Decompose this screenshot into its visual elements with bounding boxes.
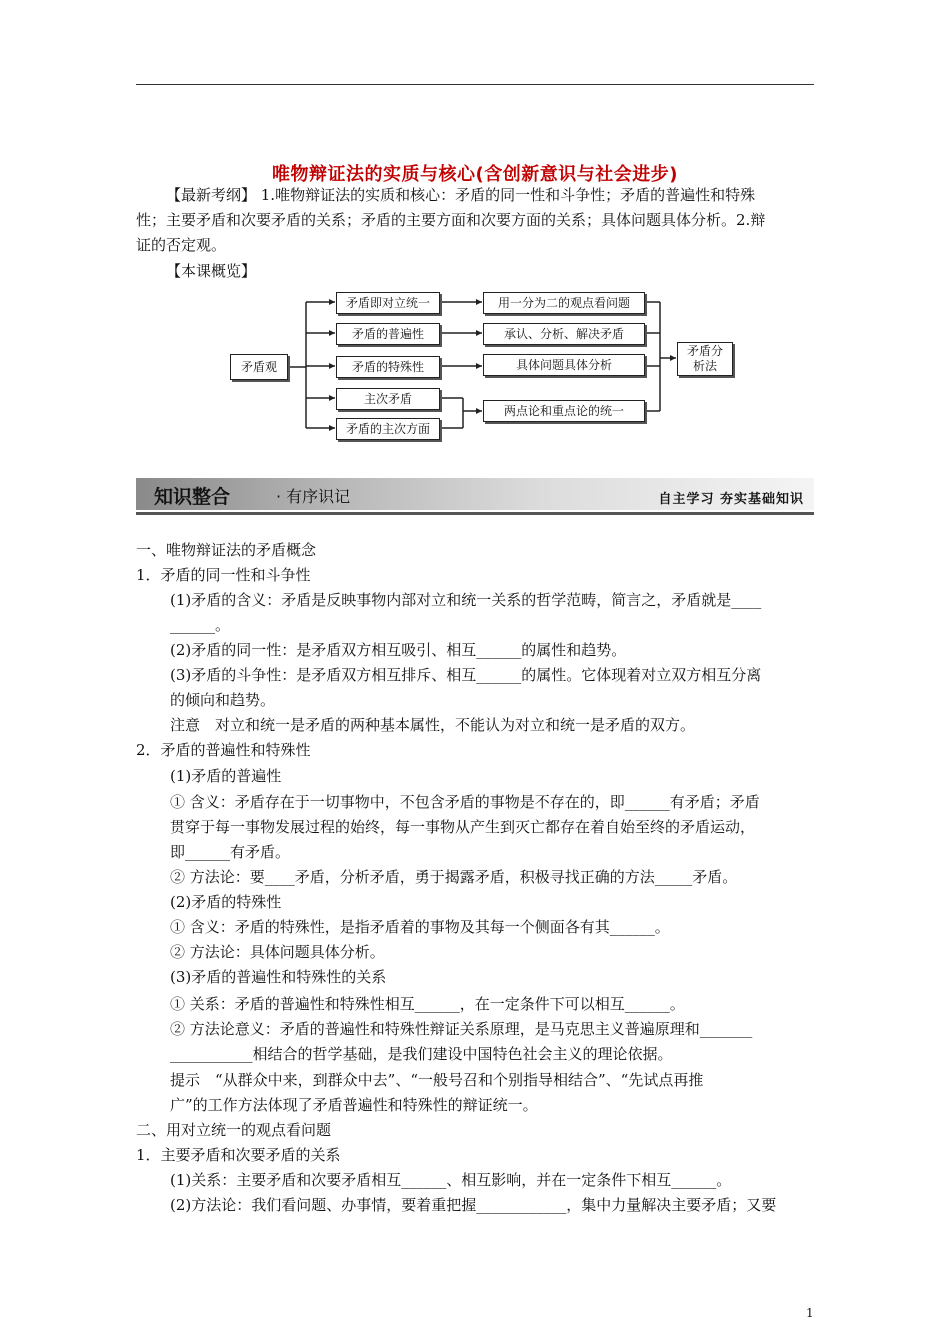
- overview-heading: 【本课概览】: [166, 262, 257, 280]
- diagram-node-root: 矛盾观: [230, 354, 288, 380]
- banner-subtitle: · 有序识记: [276, 487, 351, 506]
- banner-right-text: 自主学习 夯实基础知识: [658, 492, 804, 507]
- diagram-node-mid-4: 两点论和重点论的统一: [483, 400, 645, 422]
- header-rule: [136, 84, 814, 85]
- body-line: ① 含义：矛盾存在于一切事物中，不包含矛盾的事物是不存在的，即______有矛盾；矛盾: [170, 793, 760, 811]
- subheading: 1．主要矛盾和次要矛盾的关系: [136, 1146, 341, 1164]
- section-heading-1: 一、唯物辩证法的矛盾概念: [136, 541, 317, 559]
- body-line: (3)矛盾的斗争性：是矛盾双方相互排斥、相互______的属性。它体现着对立双方相互分离: [170, 666, 762, 684]
- tip-line: 广”的工作方法体现了矛盾普遍性和特殊性的辩证统一。: [170, 1096, 538, 1114]
- body-line: 贯穿于每一事物发展过程的始终，每一事物从产生到灭亡都存在着自始至终的矛盾运动，: [170, 818, 756, 836]
- banner-underline: [136, 512, 814, 515]
- body-line: (2)矛盾的同一性：是矛盾双方相互吸引、相互______的属性和趋势。: [170, 641, 627, 659]
- subheading: 2．矛盾的普遍性和特殊性: [136, 741, 311, 759]
- body-line: (2)矛盾的特殊性: [170, 893, 282, 911]
- banner-title: 知识整合: [154, 486, 231, 508]
- exam-outline-line-1: 【最新考纲】 1.唯物辩证法的实质和核心：矛盾的同一性和斗争性；矛盾的普遍性和特殊: [166, 186, 756, 204]
- document-title: 唯物辩证法的实质与核心(含创新意识与社会进步): [272, 164, 678, 185]
- body-line: ② 方法论意义：矛盾的普遍性和特殊性辩证关系原理，是马克思主义普遍原理和_______: [170, 1020, 753, 1038]
- diagram-node-left-1: 矛盾即对立统一: [336, 292, 440, 314]
- diagram-node-right: 矛盾分析法: [677, 342, 733, 376]
- body-line: (3)矛盾的普遍性和特殊性的关系: [170, 968, 387, 986]
- diagram-node-mid-1: 用一分为二的观点看问题: [483, 292, 645, 314]
- body-line: ② 方法论：具体问题具体分析。: [170, 943, 385, 961]
- section-banner: [136, 478, 814, 516]
- body-line: (1)矛盾的含义：矛盾是反映事物内部对立和统一关系的哲学范畴，简言之，矛盾就是____: [170, 591, 762, 609]
- tip-line: 提示 “从群众中来，到群众中去”、“一般号召和个别指导相结合”、“先试点再推: [170, 1071, 704, 1089]
- body-line: ① 关系：矛盾的普遍性和特殊性相互______，在一定条件下可以相互______。: [170, 995, 685, 1013]
- body-line: (2)方法论：我们看问题、办事情，要着重把握____________，集中力量解决主要矛盾；又要: [170, 1196, 777, 1214]
- body-line: ② 方法论：要____矛盾，分析矛盾，勇于揭露矛盾，积极寻找正确的方法_____矛盾。: [170, 868, 738, 886]
- diagram-node-left-5: 矛盾的主次方面: [336, 418, 440, 440]
- diagram-node-left-3: 矛盾的特殊性: [336, 356, 440, 378]
- note-line: 注意 对立和统一是矛盾的两种基本属性，不能认为对立和统一是矛盾的双方。: [170, 716, 696, 734]
- body-line: 的倾向和趋势。: [170, 691, 276, 709]
- diagram-node-left-2: 矛盾的普遍性: [336, 323, 440, 345]
- exam-outline-line-2: 性；主要矛盾和次要矛盾的关系；矛盾的主要方面和次要方面的关系；具体问题具体分析。2.辩: [136, 211, 766, 229]
- section-heading-2: 二、用对立统一的观点看问题: [136, 1121, 332, 1139]
- subheading: 1．矛盾的同一性和斗争性: [136, 566, 311, 584]
- body-line: ① 含义：矛盾的特殊性，是指矛盾着的事物及其每一个侧面各有其______。: [170, 918, 670, 936]
- diagram-node-left-4: 主次矛盾: [336, 388, 440, 410]
- body-line: ______。: [170, 616, 231, 634]
- diagram-node-mid-2: 承认、分析、解决矛盾: [483, 323, 645, 345]
- diagram-node-mid-3: 具体问题具体分析: [483, 354, 645, 376]
- page-number: 1: [806, 1306, 814, 1320]
- exam-outline-line-3: 证的否定观。: [136, 236, 227, 254]
- body-line: 即______有矛盾。: [170, 843, 291, 861]
- body-line: ___________相结合的哲学基础，是我们建设中国特色社会主义的理论依据。: [170, 1045, 673, 1063]
- body-line: (1)关系：主要矛盾和次要矛盾相互______、相互影响，并在一定条件下相互______。: [170, 1171, 732, 1189]
- body-line: (1)矛盾的普遍性: [170, 767, 282, 785]
